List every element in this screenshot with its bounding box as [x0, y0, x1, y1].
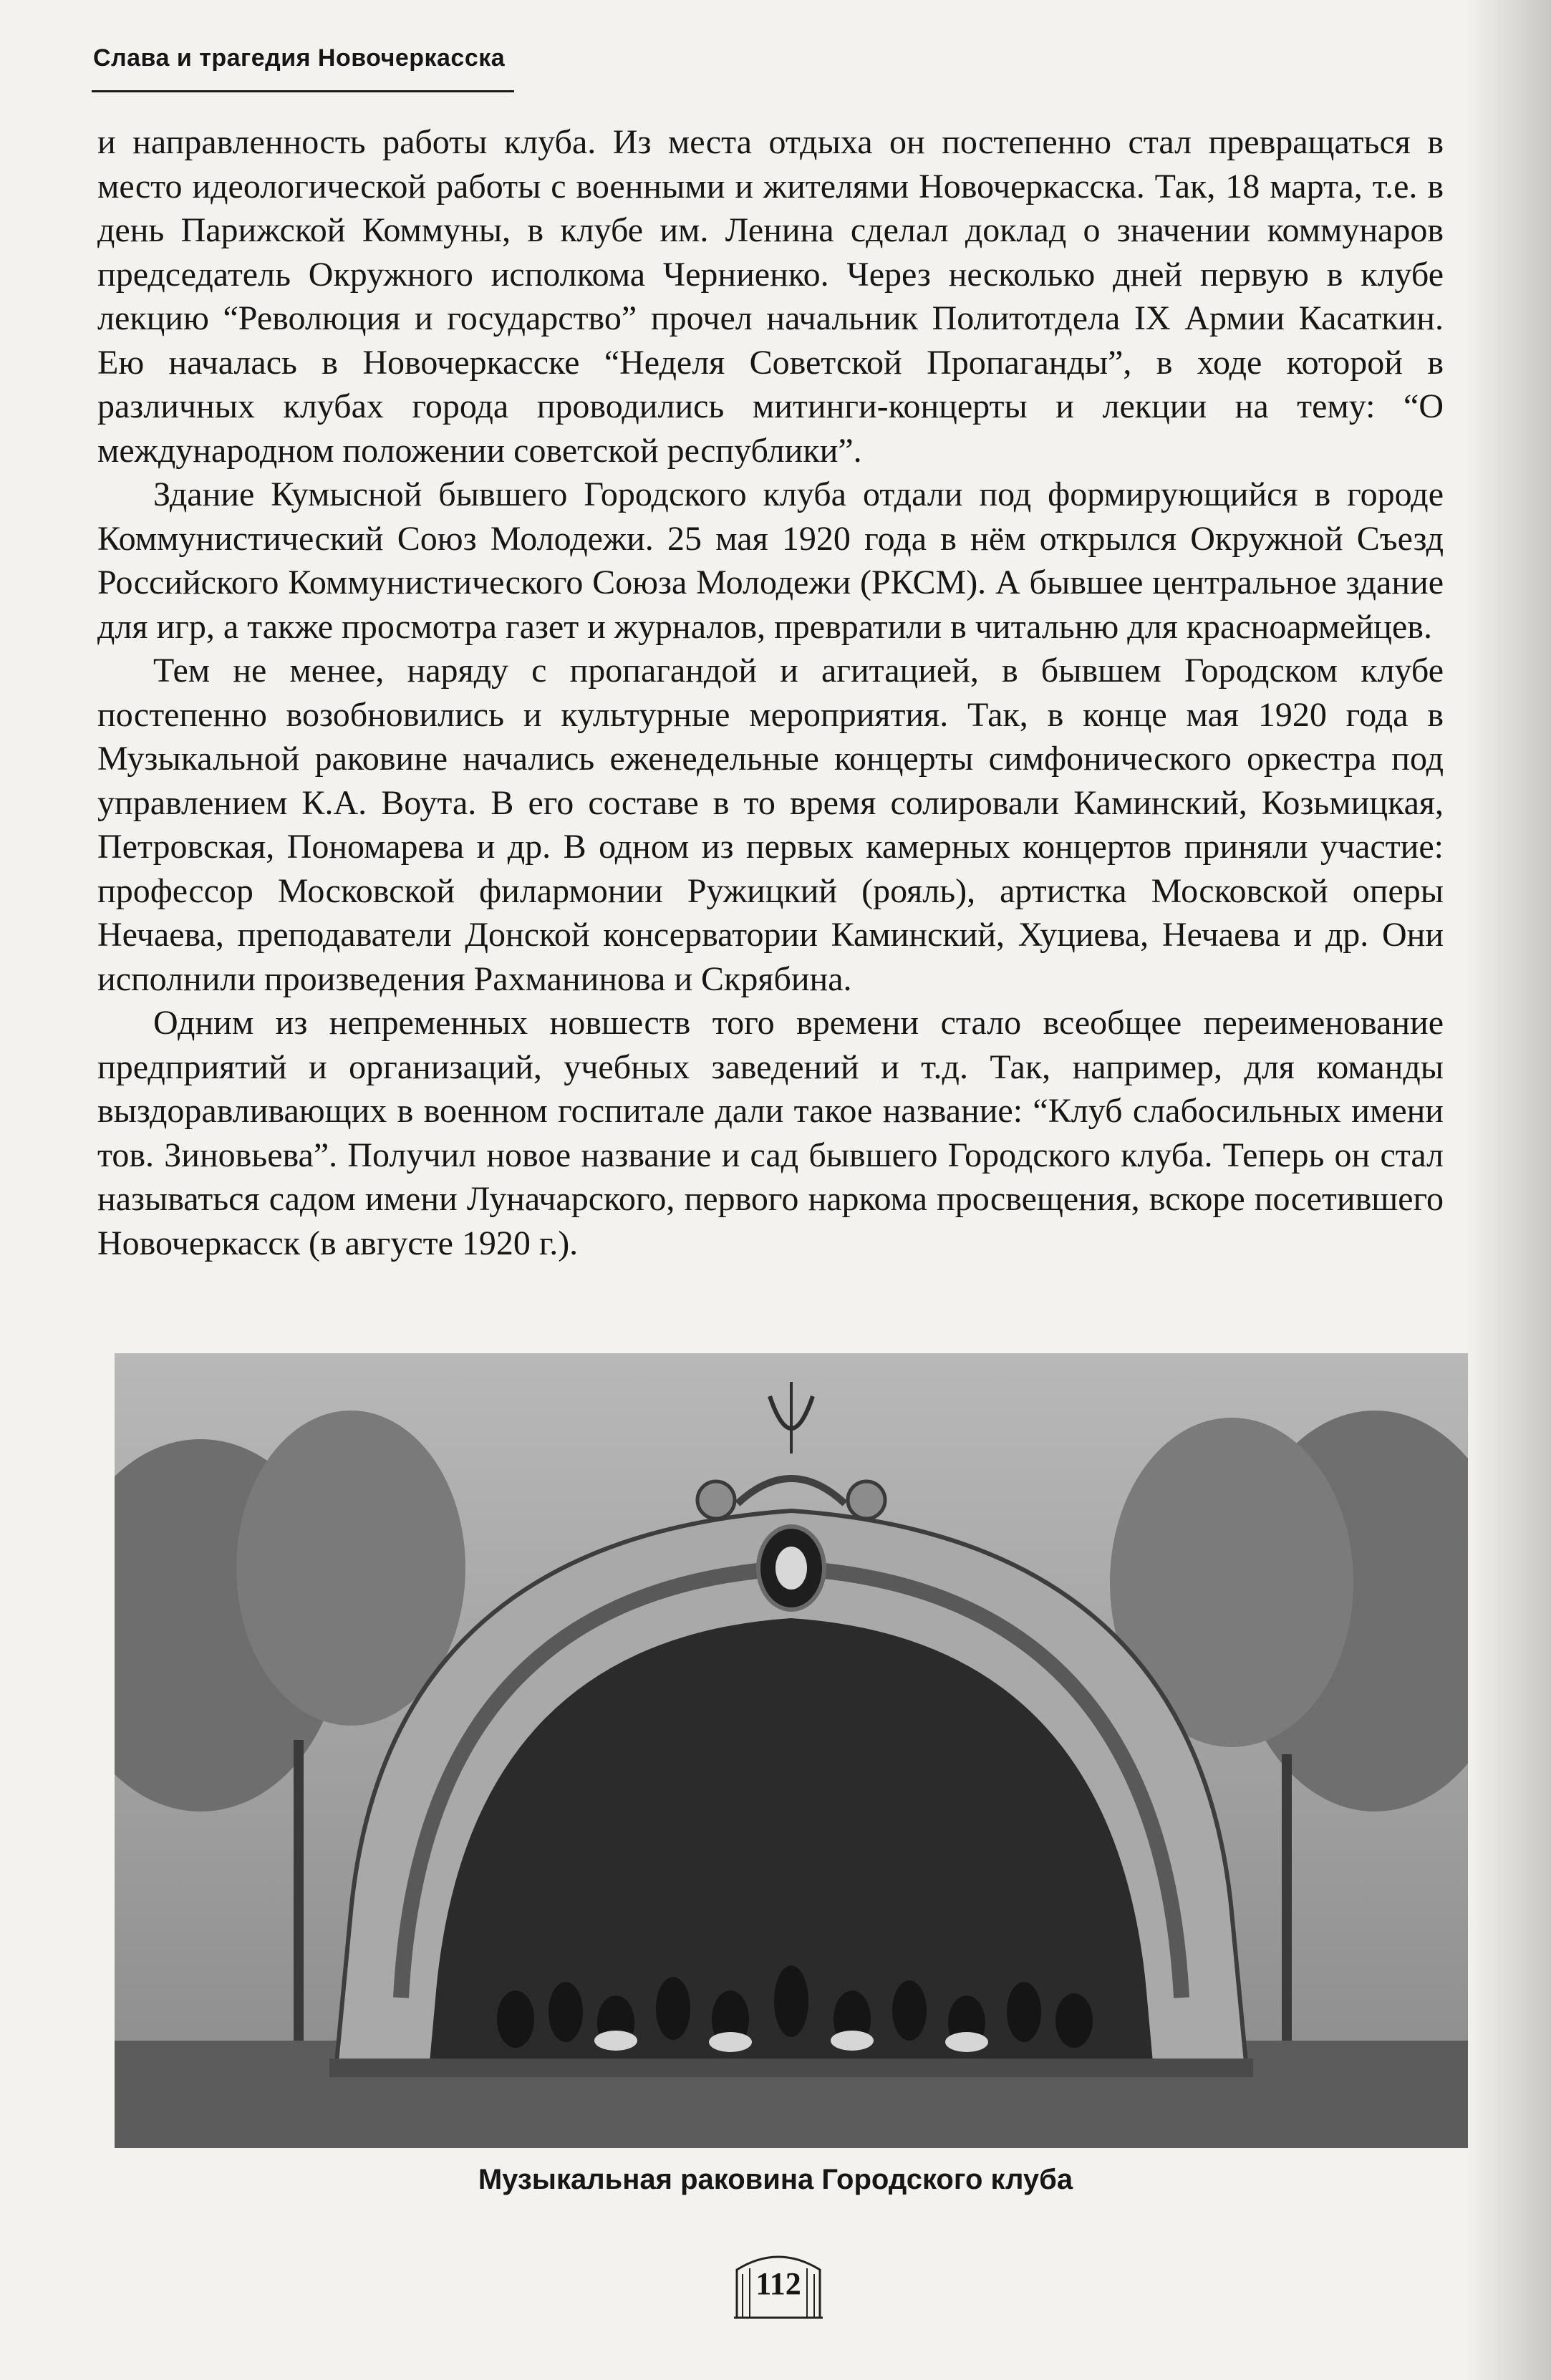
paragraph-4: Одним из непременных новшеств того времени стало всеобщее переименование предприятий и организаций, учебных заведений и т.д. Так, например, для команды выздоравливающих в военном госпитале дали такое название: “Клуб слабосильных имени тов. Зиновьева”. Получил новое название и сад бывшего Городского клуба. Теперь он стал называться садом имени Луначарского, первого наркома просвещения, вскоре посетившего Новочеркасск (в августе 1920 г.).: [97, 1004, 1444, 1262]
body-text: [97, 120, 1444, 1265]
page-number-frame: [733, 2248, 824, 2320]
page-number: 112: [755, 2266, 801, 2301]
figure-caption: Музыкальная раковина Городского клуба: [478, 2164, 1073, 2195]
paragraph-1: и направленность работы клуба. Из места отдыха он постепенно стал превращаться в место идеологической работы с военными и жителями Новочеркасска. Так, 18 марта, т.е. в день Парижской Коммуны, в клубе им. Ленина сделал доклад о значении коммунаров председатель Окружного исполкома Черниенко. Через несколько дней первую в клубе лекцию “Революция и государство” прочел начальник Политотдела IX Армии Касаткин. Ею началась в Новочеркасске “Неделя Советской Пропаганды”, в ходе которой в различных клубах города проводились митинги-концерты и лекции на тему: “О международном положении советской республики”.: [97, 123, 1444, 470]
page-edge-shadow: [1465, 0, 1551, 2380]
bandshell-photo: [115, 1353, 1468, 2148]
paragraph-3: Тем не менее, наряду с пропагандой и агитацией, в бывшем Городском клубе постепенно возобновились и культурные мероприятия. Так, в конце мая 1920 года в Музыкальной раковине начались еженедельные концерты симфонического оркестра под управлением К.А. Воута. В его составе в то время солировали Каминский, Козьмицкая, Петровская, Пономарева и др. В одном из первых камерных концертов приняли участие: профессор Московской филармонии Ружицкий (рояль), артистка Московской оперы Нечаева, преподаватели Донской консерватории Каминский, Хуциева, Нечаева и др. Они исполнили произведения Рахманинова и Скрябина.: [97, 652, 1444, 998]
bandshell-illustration: [115, 1353, 1468, 2148]
header-rule: [92, 90, 514, 92]
paragraph-2: Здание Кумысной бывшего Городского клуба отдали под формирующийся в городе Коммунистический Союз Молодежи. 25 мая 1920 года в нём открылся Окружной Съезд Российского Коммунистического Союза Молодежи (РКСМ). А бывшее центральное здание для игр, а также просмотра газет и журналов, превратили в читальню для красноармейцев.: [97, 475, 1444, 646]
running-title: Слава и трагедия Новочеркасска: [93, 44, 506, 72]
